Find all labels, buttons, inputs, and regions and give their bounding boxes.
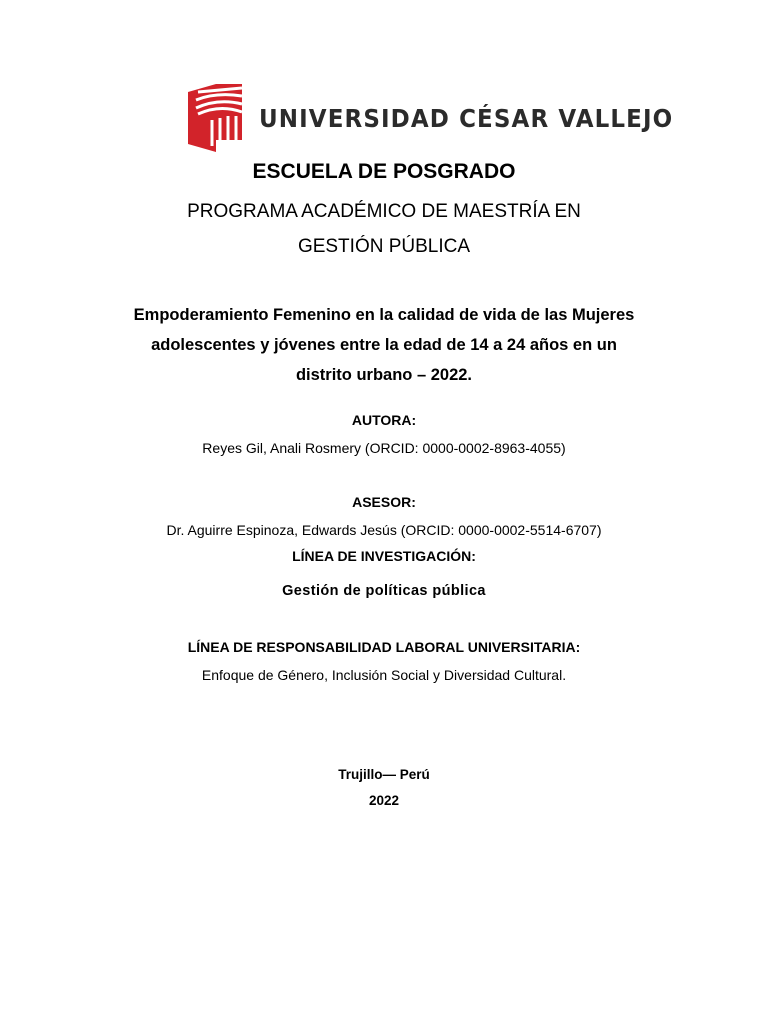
ucv-shield-icon — [186, 84, 246, 152]
program-line-1: PROGRAMA ACADÉMICO DE MAESTRÍA EN — [187, 201, 581, 222]
research-line-label: LÍNEA DE INVESTIGACIÓN: — [292, 548, 476, 564]
responsibility-line-label: LÍNEA DE RESPONSABILIDAD LABORAL UNIVERSITARIA: — [187, 639, 581, 655]
research-line-value: Gestión de políticas pública — [282, 583, 486, 599]
school-title: ESCUELA DE POSGRADO — [252, 160, 516, 183]
thesis-title-line-1: Empoderamiento Femenino en la calidad de vida de las Mujeres — [133, 306, 635, 324]
thesis-title-line-3: distrito urbano – 2022. — [295, 366, 473, 384]
place: Trujillo— Perú — [338, 767, 430, 782]
program-line-2: GESTIÓN PÚBLICA — [297, 236, 471, 257]
thesis-title-line-2: adolescentes y jóvenes entre la edad de 14 a 24 años en un — [151, 336, 617, 354]
author-label: AUTORA: — [351, 412, 417, 428]
logo-text: UNIVERSIDAD CÉSAR VALLEJO — [259, 104, 674, 133]
university-logo — [186, 84, 674, 152]
responsibility-line-value: Enfoque de Género, Inclusión Social y Diversidad Cultural. — [201, 667, 567, 683]
advisor-label: ASESOR: — [352, 494, 416, 510]
author-name: Reyes Gil, Anali Rosmery (ORCID: 0000-0002-8963-4055) — [202, 440, 566, 456]
year: 2022 — [368, 793, 400, 808]
advisor-name: Dr. Aguirre Espinoza, Edwards Jesús (ORCID: 0000-0002-5514-6707) — [166, 522, 602, 538]
